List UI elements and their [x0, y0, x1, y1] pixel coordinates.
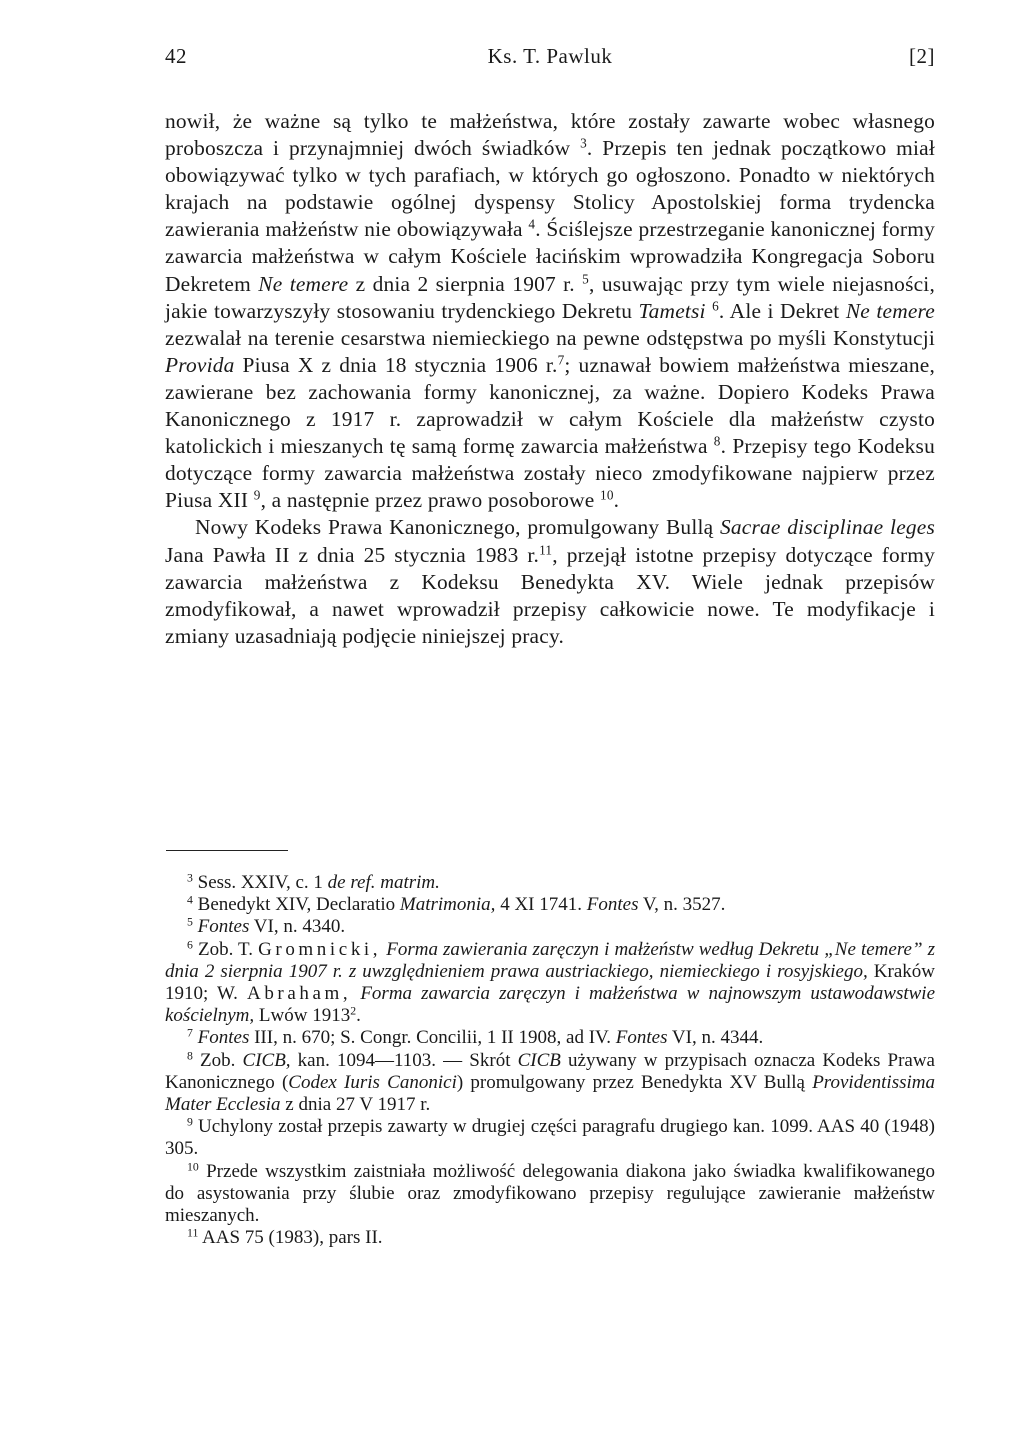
italic-text: CICB	[517, 1049, 561, 1071]
text-run: kan. 1094—1103. — Skrót	[290, 1049, 518, 1071]
italic-text: CICB,	[242, 1049, 291, 1071]
text-run: .	[613, 488, 620, 513]
text-run: Zob.	[192, 1049, 243, 1071]
italic-title: Provida	[165, 352, 235, 377]
text-run: . Przepisy tego Kodeksu dotyczące formy zawarcia małżeństwa zostały nieco zmodyfikowane najpierw przez Piusa XII	[165, 434, 935, 513]
main-text	[165, 108, 935, 650]
footnote-number: 3	[187, 871, 193, 885]
running-head	[165, 44, 935, 74]
text-run: . Przepis ten jednak początkowo miał obowiązywać tylko w tych parafiach, w których go ogłoszono. Ponadto w niektórych krajach na podstawie ogólnej dyspensy Stolicy Apostolskiej forma trydencka zawierania małżeństw nie obowiązywała	[165, 136, 936, 242]
text-run: VI, n. 4340.	[249, 916, 346, 938]
page-number: 42	[165, 44, 187, 68]
text-run: 4 XI 1741.	[495, 894, 587, 916]
running-title: Ks. T. Pawluk	[487, 44, 613, 68]
text-run: ) promulgowany przez Benedykta XV Bullą	[456, 1071, 813, 1093]
footnote-number: 5	[187, 915, 193, 929]
footnote-number: 11	[187, 1226, 199, 1240]
text-run: V, n. 3527.	[638, 894, 726, 916]
section-marker: [2]	[909, 44, 935, 68]
text-run: Sess. XXIV, c. 1	[192, 872, 328, 893]
footnote-number: 6	[187, 938, 193, 952]
text-run: z dnia 2 sierpnia 1907 r.	[348, 271, 583, 296]
footnote-ref: 7	[557, 352, 565, 368]
footnote-3	[165, 872, 935, 894]
footnote-4	[165, 894, 935, 916]
footnote-separator	[166, 850, 288, 851]
text-run: .	[356, 1005, 361, 1027]
footnote-ref: 10	[600, 488, 614, 504]
footnote-11	[165, 1227, 935, 1249]
text-run: AAS 75 (1983), pars II.	[198, 1227, 383, 1249]
footnote-ref: 9	[253, 488, 261, 504]
footnote-9	[165, 1116, 935, 1160]
text-run: zezwalał na terenie cesarstwa niemieckiego na pewne odstępstwa po myśli Konstytucji	[165, 325, 935, 350]
text-run: nowił, że ważne są tylko te małżeństwa, które zostały zawarte wobec własnego proboszcza i przynajmniej dwóch świadków	[165, 109, 935, 161]
text-run: . Ściślejsze przestrzeganie kanonicznej formy zawarcia małżeństwa w całym Kościele łacińskim wprowadziła Kongregacja Soboru Dekretem	[165, 217, 935, 296]
footnote-5	[165, 916, 935, 938]
text-run: , a następnie przez prawo posoborowe	[260, 488, 601, 513]
text-run: z dnia 27 V 1917 r.	[280, 1094, 431, 1116]
italic-text: Matrimonia,	[399, 894, 496, 916]
text-run: Lwów 1913	[254, 1005, 351, 1027]
text-run: III, n. 670; S. Congr. Concilii, 1 II 1908, ad IV.	[249, 1027, 616, 1049]
author-name: Gromnicki,	[258, 938, 382, 960]
italic-text: Fontes	[197, 1027, 250, 1049]
footnote-number: 8	[187, 1049, 193, 1063]
text-run: Nowy Kodeks Prawa Kanonicznego, promulgowany Bullą	[195, 515, 720, 540]
text-run	[351, 983, 360, 1004]
text-run: , usuwając przy tym wiele niejasności, jakie towarzyszyły stosowaniu trydenckiego Dekretu	[165, 271, 935, 323]
footnote-ref: 11	[539, 542, 553, 558]
italic-text: Forma zawarcia zaręczyn i małżeństwa w najnowszym ustawodawstwie kościelnym,	[165, 983, 936, 1027]
footnote-6	[165, 939, 935, 1028]
footnote-10	[165, 1161, 935, 1228]
author-name: Abraham,	[247, 983, 352, 1005]
footnote-8	[165, 1050, 935, 1117]
footnote-number: 10	[187, 1160, 199, 1174]
text-run: . Ale i Dekret	[718, 298, 846, 323]
italic-text: Forma zawierania zaręczyn i małżeństw według Dekretu „Ne temere” z dnia 2 sierpnia 1907 r. z uwzględnieniem prawa austriackiego, niemieckiego i rosyjskiego,	[165, 938, 935, 982]
footnote-number: 4	[187, 893, 193, 907]
text-run: Przede wszystkim zaistniała możliwość delegowania diakona jako świadka kwalifikowanego do asystowania przy ślubie oraz zmodyfikowano przepisy regulujące zawieranie małżeństw mieszanych.	[165, 1160, 935, 1227]
text-run: VI, n. 4344.	[667, 1027, 764, 1049]
italic-title: Sacrae disciplinae leges	[720, 515, 936, 540]
text-run: używany w przypisach oznacza Kodeks Prawa Kanonicznego (	[165, 1049, 935, 1093]
italic-text: Fontes	[197, 916, 250, 938]
text-run: Benedykt XIV, Declaratio	[192, 894, 400, 916]
footnote-number: 7	[187, 1026, 193, 1040]
footnote-number: 9	[187, 1115, 193, 1129]
text-run: ; uznawał bowiem małżeństwa mieszane, zawierane bez zachowania formy kanonicznej, za ważne. Dopiero Kodeks Prawa Kanonicznego z 1917 r. zaprowadził w całym Kościele dla małżeństw czysto katolickich i mieszanych tę samą formę zawarcia małżeństwa	[165, 352, 936, 459]
text-run: Jana Pawła II z dnia 25 stycznia 1983 r.	[165, 542, 540, 567]
text-run: , przejął istotne przepisy dotyczące formy zawarcia małżeństwa z Kodeksu Benedykta XV. Wiele jednak przepisów zmodyfikował, a nawet wprowadził przepisy całkowicie nowe. Te modyfikacje i zmiany uzasadniają podjęcie niniejszej pracy.	[165, 542, 936, 648]
footnotes	[165, 872, 935, 1249]
text-run: Piusa X z dnia 18 stycznia 1906 r.	[234, 352, 558, 377]
text-run: Uchylony został przepis zawarty w drugiej części paragrafu drugiego kan. 1099. AAS 40 (1948) 305.	[165, 1116, 935, 1160]
footnote-7	[165, 1027, 935, 1049]
italic-title: Ne temere	[258, 271, 349, 296]
italic-text: Providentissima Mater Ecclesia	[165, 1071, 935, 1116]
italic-text: Fontes	[615, 1027, 668, 1049]
edition-number: 2	[350, 1004, 357, 1018]
footnote-ref: 6	[712, 298, 719, 314]
footnote-ref: 3	[580, 135, 587, 151]
text-run: Zob. T.	[192, 938, 259, 960]
italic-text: Fontes	[586, 894, 639, 916]
footnote-ref: 4	[528, 217, 536, 233]
italic-text: de ref. matrim.	[327, 872, 440, 893]
italic-title: Tametsi	[638, 298, 706, 323]
italic-title: Ne temere	[845, 298, 935, 323]
text-run: Kraków 1910; W.	[165, 960, 935, 1005]
footnote-ref: 8	[713, 433, 721, 449]
paragraph-2	[165, 514, 935, 649]
paragraph-1	[165, 108, 935, 514]
footnote-ref: 5	[582, 271, 589, 287]
italic-text: Codex Iuris Canonici	[288, 1071, 457, 1093]
